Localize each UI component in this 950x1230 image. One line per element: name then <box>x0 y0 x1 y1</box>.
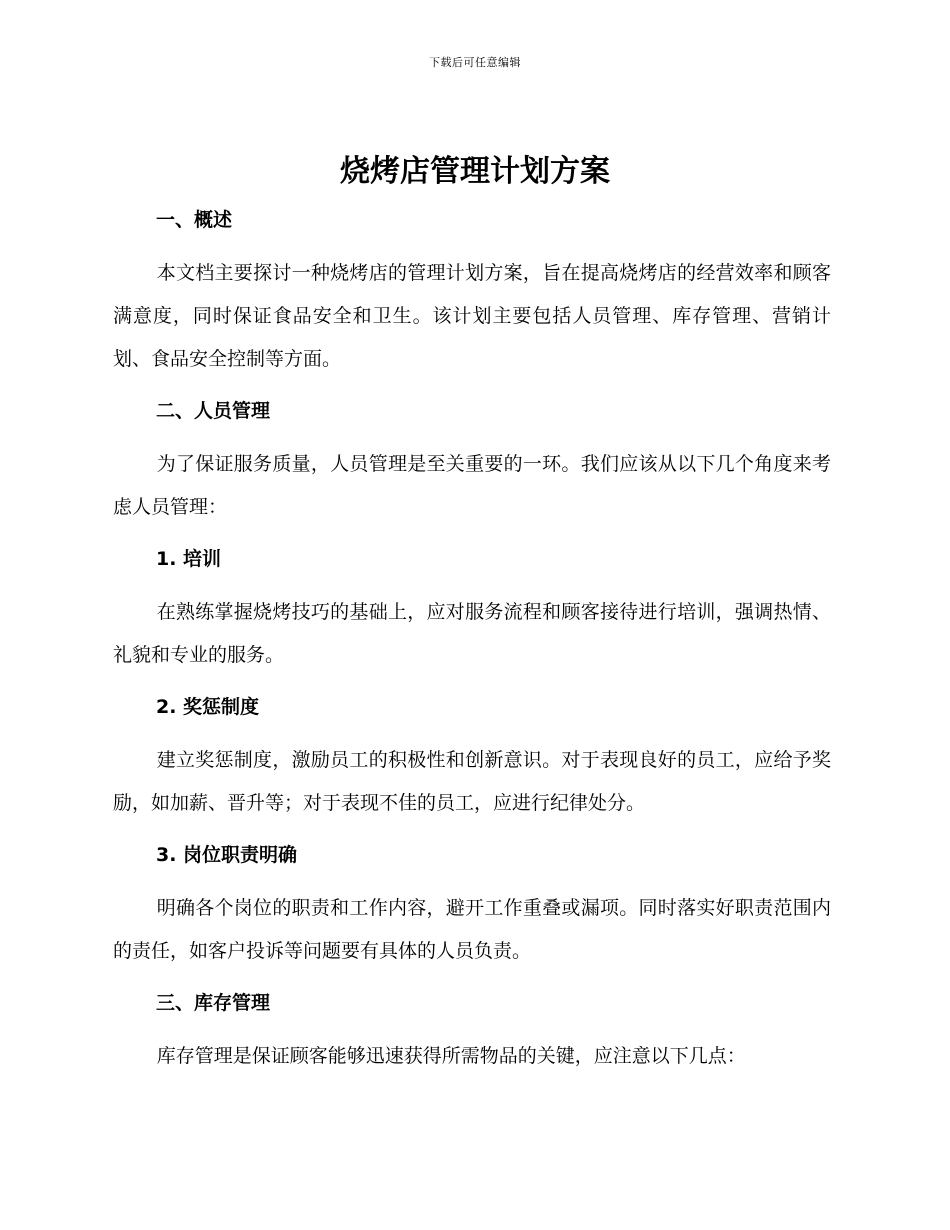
subsection-paragraph-rewards: 建立奖惩制度，激励员工的积极性和创新意识。对于表现良好的员工，应给予奖励，如加薪、晋升等；对于表现不佳的员工，应进行纪律处分。 <box>113 749 831 814</box>
subsection-paragraph-training: 在熟练掌握烧烤技巧的基础上，应对服务流程和顾客接待进行培训，强调热情、礼貌和专业的服务。 <box>113 601 831 666</box>
section-paragraph-overview: 本文档主要探讨一种烧烤店的管理计划方案，旨在提高烧烤店的经营效率和顾客满意度，同时保证食品安全和卫生。该计划主要包括人员管理、库存管理、营销计划、食品安全控制等方面。 <box>113 262 831 370</box>
subsection-heading-rewards: 2. 奖惩制度 <box>156 696 260 718</box>
subsection-heading-training: 1. 培训 <box>156 548 222 570</box>
section-heading-personnel: 二、人员管理 <box>156 400 271 422</box>
section-heading-inventory: 三、库存管理 <box>156 992 271 1014</box>
document-body <box>113 200 831 1088</box>
section-heading-overview: 一、概述 <box>156 209 233 231</box>
subsection-heading-responsibilities: 3. 岗位职责明确 <box>156 844 298 866</box>
document-title: 烧烤店管理计划方案 <box>340 154 610 189</box>
subsection-paragraph-responsibilities: 明确各个岗位的职责和工作内容，避开工作重叠或漏项。同时落实好职责范围内的责任，如客户投诉等问题要有具体的人员负责。 <box>113 897 831 962</box>
section-paragraph-inventory: 库存管理是保证顾客能够迅速获得所需物品的关键，应注意以下几点： <box>156 1045 746 1067</box>
section-paragraph-personnel: 为了保证服务质量，人员管理是至关重要的一环。我们应该从以下几个角度来考虑人员管理： <box>113 453 831 518</box>
page-header-note: 下载后可任意编辑 <box>429 56 521 69</box>
